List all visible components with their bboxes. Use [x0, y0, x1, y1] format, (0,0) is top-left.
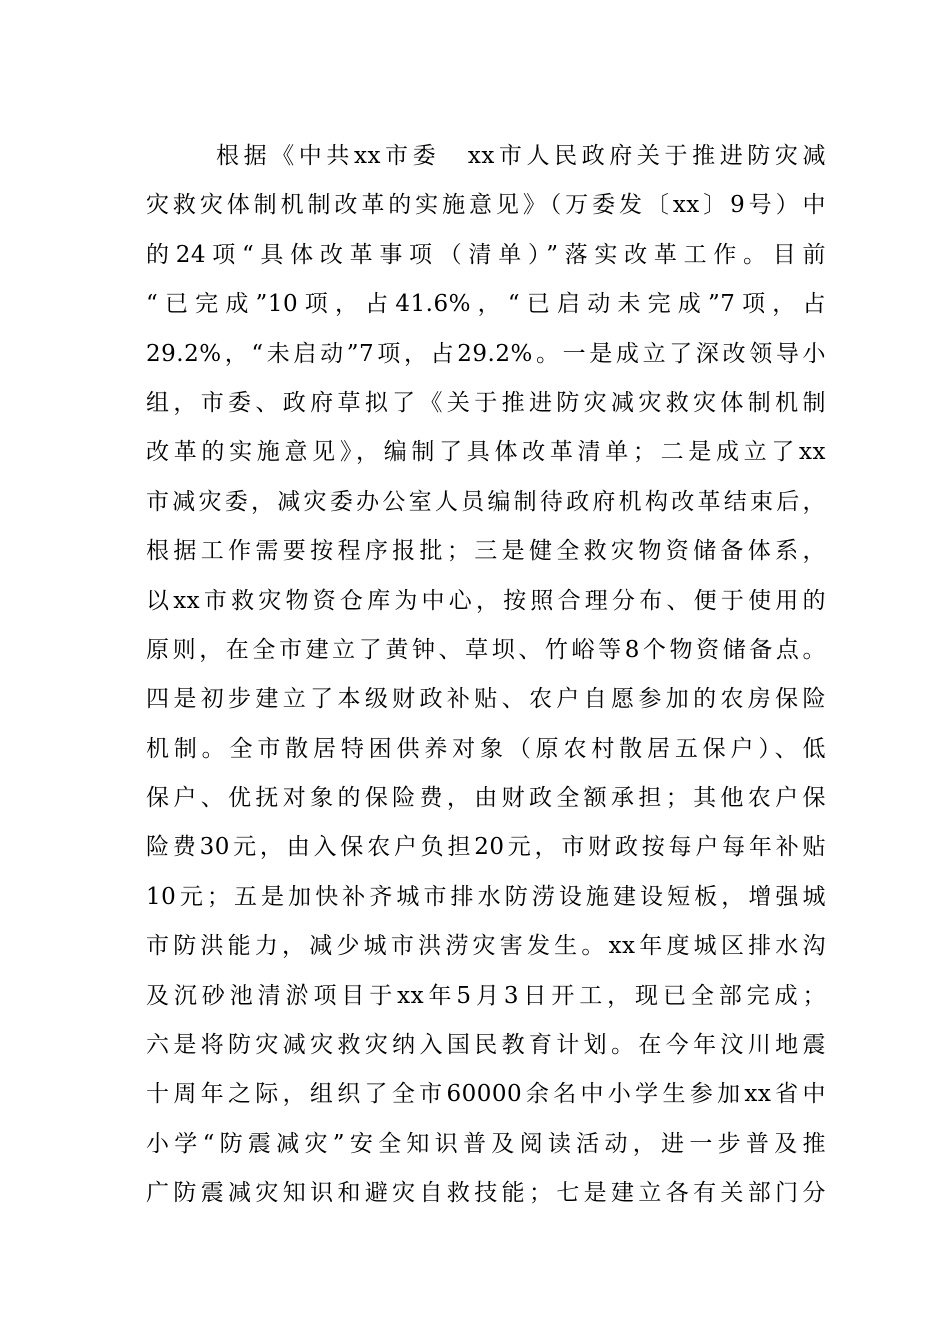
paragraph-line: 以xx市救灾物资仓库为中心，按照合理分布、便于使用的 [146, 587, 826, 614]
body-paragraph [146, 132, 826, 1219]
paragraph-line: 根据《中共xx市委 xx市人民政府关于推进防灾减 [216, 143, 826, 169]
paragraph-line: 六是将防灾减灾救灾纳入国民教育计划。在今年汶川地震 [146, 1032, 826, 1059]
paragraph-line: 改革的实施意见》，编制了具体改革清单；二是成立了xx [146, 439, 826, 466]
paragraph-line: 保户、优抚对象的保险费，由财政全额承担；其他农户保 [146, 785, 826, 812]
paragraph-line: 10元；五是加快补齐城市排水防涝设施建设短板，增强城 [146, 883, 826, 910]
paragraph-line: 市减灾委，减灾委办公室人员编制待政府机构改革结束后， [146, 488, 826, 515]
paragraph-line: 组，市委、政府草拟了《关于推进防灾减灾救灾体制机制 [146, 389, 826, 416]
paragraph-line: 小学“防震减灾”安全知识普及阅读活动，进一步普及推 [146, 1130, 826, 1157]
paragraph-line: 29.2%，“未启动”7项，占29.2%。一是成立了深改领导小 [146, 340, 826, 367]
paragraph-line: 十周年之际，组织了全市60000余名中小学生参加xx省中 [146, 1081, 826, 1108]
paragraph-line: 的24项“具体改革事项（清单）”落实改革工作。目前 [146, 241, 826, 268]
paragraph-line: “已完成”10项，占41.6%，“已启动未完成”7项，占 [146, 291, 826, 318]
paragraph-line: 及沉砂池清淤项目于xx年5月3日开工，现已全部完成； [146, 982, 826, 1009]
paragraph-line: 根据工作需要按程序报批；三是健全救灾物资储备体系， [146, 538, 826, 565]
paragraph-line: 广防震减灾知识和避灾自救技能；七是建立各有关部门分 [146, 1180, 826, 1207]
paragraph-line: 市防洪能力，减少城市洪涝灾害发生。xx年度城区排水沟 [146, 933, 826, 960]
paragraph-line: 原则，在全市建立了黄钟、草坝、竹峪等8个物资储备点。 [146, 636, 826, 663]
paragraph-line: 灾救灾体制机制改革的实施意见》（万委发〔xx〕9号）中 [146, 192, 826, 219]
paragraph-line: 四是初步建立了本级财政补贴、农户自愿参加的农房保险 [146, 686, 826, 713]
paragraph-line: 机制。全市散居特困供养对象（原农村散居五保户）、低 [146, 735, 826, 762]
paragraph-line: 险费30元，由入保农户负担20元，市财政按每户每年补贴 [146, 834, 826, 861]
